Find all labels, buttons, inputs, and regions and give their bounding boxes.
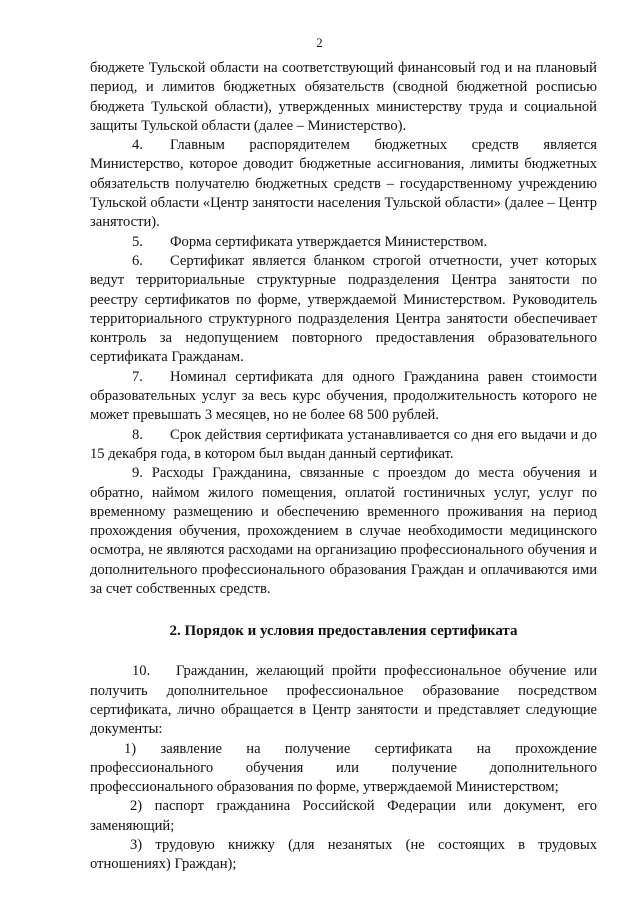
section-heading: 2. Порядок и условия предоставления сертификата bbox=[169, 623, 518, 640]
list-item-text: 2) паспорт гражданина Российской Федерации или документ, его заменяющий; bbox=[90, 798, 597, 834]
paragraph-number: 5. bbox=[132, 233, 143, 250]
paragraph-9 bbox=[90, 464, 597, 599]
list-item-text: 1) заявление на получение сертификата на прохождение профессионального обучения или получение дополнительного профессионального образования по форме, утверждаемой Министерством; bbox=[90, 740, 597, 796]
paragraph-number: 6. bbox=[132, 252, 143, 269]
paragraph-text: 9. Расходы Гражданина, связанные с проездом до места обучения и обратно, наймом жилого помещения, оплатой гостиничных услуг, услуг по временному размещению и обеспечению временного проживания на период прохождения обучения, прохождением в случае необходимости медицинского осмотра, не являются расходами на организацию профессионального обучения и дополнительного профессионального образования Граждан и оплачиваются ими за счет собственных средств. bbox=[90, 465, 597, 598]
paragraph-4 bbox=[90, 136, 597, 232]
paragraph-text: Срок действия сертификата устанавливается со дня его выдачи и до 15 декабря года, в котором был выдан данный сертификат. bbox=[90, 426, 597, 462]
paragraph-text: Форма сертификата утверждается Министерством. bbox=[170, 233, 488, 250]
paragraph-number: 4. bbox=[132, 137, 143, 154]
list-item-1 bbox=[90, 740, 597, 798]
paragraph-7 bbox=[90, 368, 597, 426]
paragraph-10 bbox=[90, 662, 597, 739]
list-item-text: 3) трудовую книжку (для незанятых (не состоящих в трудовых отношениях) Граждан); bbox=[90, 836, 597, 873]
paragraph-text: Сертификат является бланком строгой отчетности, учет которых ведут территориальные структурные подразделения Центра занятости по реестру сертификатов по форме, утверждаемой Министерством. Руководитель территориального структурного подразделения Центра занятости обеспечивает контроль за недопущением повторного предоставления образовательного сертификата Гражданам. bbox=[90, 252, 597, 366]
paragraph-number: 8. bbox=[132, 426, 143, 443]
paragraph-text: бюджете Тульской области на соответствующий финансовый год и на плановый период, и лимитов бюджетных обязательств (сводной бюджетной росписью бюджета Тульской области), утвержденных министерству труда и социальной защиты Тульской области (далее – Министерство). bbox=[90, 60, 597, 134]
list-item-2 bbox=[90, 797, 597, 836]
paragraph-text: Номинал сертификата для одного Гражданина равен стоимости образовательных услуг за весь курс обучения, продолжительность которого не может превышать 3 месяцев, но не более 68 500 рублей. bbox=[90, 368, 597, 424]
paragraph-continuation bbox=[90, 59, 597, 136]
paragraph-8 bbox=[90, 426, 597, 465]
paragraph-number: 10. bbox=[132, 663, 151, 680]
list-item-3 bbox=[90, 836, 597, 875]
document-body bbox=[90, 59, 597, 875]
paragraph-text: Главным распорядителем бюджетных средств является Министерство, которое доводит бюджетные ассигнования, лимиты бюджетных обязательств получателю бюджетных средств – государственному учреждению Тульской области «Центр занятости населения Тульской области» (далее – Центр занятости). bbox=[90, 137, 597, 231]
page-number: 2 bbox=[316, 36, 323, 50]
paragraph-text: Гражданин, желающий пройти профессиональное обучение или получить дополнительное профессиональное образование посредством сертификата, лично обращается в Центр занятости и представляет следующие документы: bbox=[90, 663, 597, 738]
paragraph-5 bbox=[90, 233, 597, 252]
paragraph-6 bbox=[90, 252, 597, 368]
paragraph-number: 7. bbox=[132, 368, 143, 385]
